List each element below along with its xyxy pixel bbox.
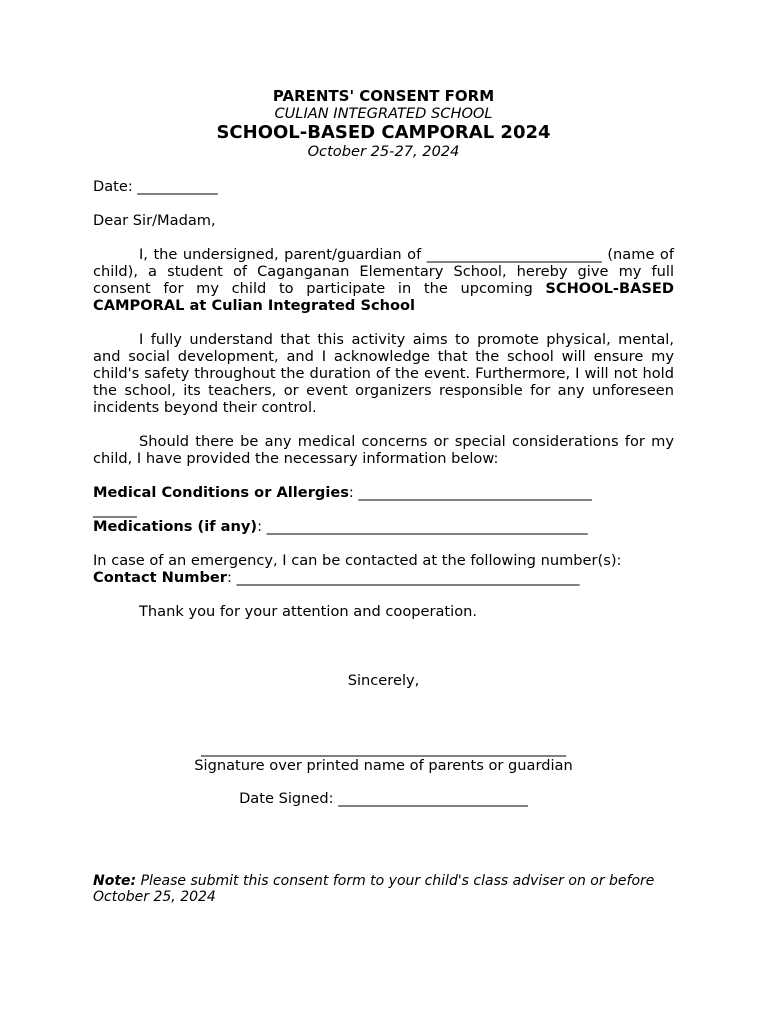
note-label: Note:: [93, 873, 137, 889]
contact-number-blank: : _______________________________________________: [227, 569, 580, 586]
emergency-section: [93, 552, 674, 586]
emergency-text: In case of an emergency, I can be contacted at the following number(s):: [93, 552, 622, 569]
signature-label: Signature over printed name of parents or guardian: [194, 757, 573, 774]
submission-note: [93, 873, 674, 905]
medications-blank: : ____________________________________________: [257, 518, 588, 535]
medical-conditions-label: Medical Conditions or Allergies: [93, 484, 349, 501]
contact-number-field: [93, 569, 674, 586]
medications-label: Medications (if any): [93, 518, 258, 535]
consent-event-bold: SCHOOL-BASED CAMPORAL at Culian Integrated School: [93, 280, 674, 314]
event-dates: October 25-27, 2024: [307, 143, 460, 160]
medical-concerns-paragraph: Should there be any medical concerns or special considerations for my child, I have provided the necessary information below:: [93, 433, 674, 467]
salutation: Dear Sir/Madam,: [93, 212, 216, 229]
closing-text: Sincerely,: [347, 672, 420, 689]
medical-conditions-blank: : ________________________________: [348, 484, 592, 501]
form-title: PARENTS' CONSENT FORM: [272, 87, 495, 105]
contact-number-label: Contact Number: [93, 569, 228, 586]
form-header: [93, 88, 674, 160]
event-title: SCHOOL-BASED CAMPORAL 2024: [216, 122, 551, 143]
medical-conditions-field: [93, 484, 674, 518]
consent-paragraph: [93, 246, 674, 314]
signature-line: __________________________________________________: [201, 740, 566, 757]
date-line: Date: ___________: [93, 178, 218, 195]
medications-field: [93, 518, 674, 535]
consent-text: I, the undersigned, parent/guardian of ________________________ (name of child), a student of Caganganan Elementary School, hereby give my full consent for my child to participate in the upcoming: [93, 246, 674, 297]
note-text: Please submit this consent form to your child's class adviser on or before October 25, 2024: [93, 873, 655, 905]
date-signed: Date Signed: __________________________: [239, 790, 528, 807]
understanding-paragraph: I fully understand that this activity aims to promote physical, mental, and social development, and I acknowledge that the school will ensure my child's safety throughout the duration of the event. Furthermore, I will not hold the school, its teachers, or event organizers responsible for any unforeseen incidents beyond their control.: [93, 331, 674, 416]
thanks-text: Thank you for your attention and cooperation.: [139, 603, 478, 620]
medical-conditions-blank-cont: ______: [93, 501, 137, 518]
school-name: CULIAN INTEGRATED SCHOOL: [274, 105, 493, 122]
